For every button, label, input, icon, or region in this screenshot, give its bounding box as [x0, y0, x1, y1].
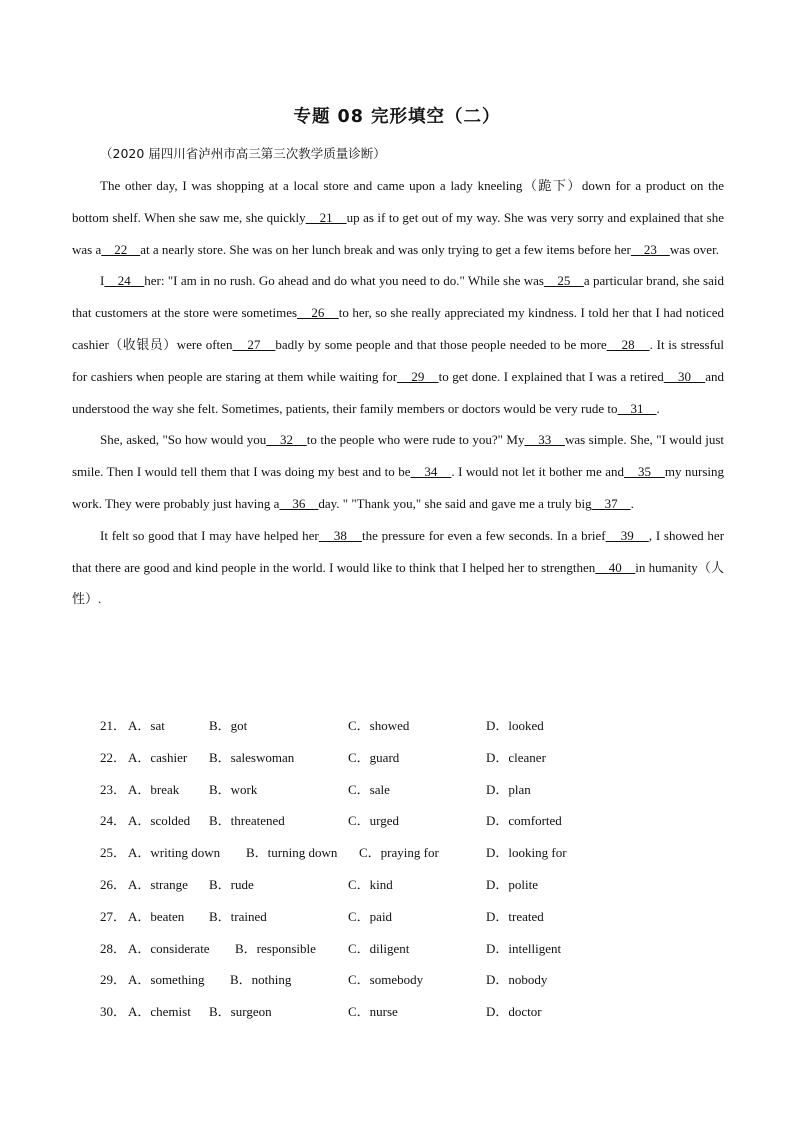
option-a: A．break [128, 781, 180, 797]
blank-35: 35 [624, 464, 665, 480]
option-b: B．saleswoman [209, 749, 295, 765]
blank-40-lead [595, 560, 608, 575]
blank-27: 27 [232, 336, 276, 352]
page-title: 专题 08 完形填空（二） [293, 107, 501, 127]
option-b: B．nothing [230, 972, 292, 988]
blank-23: 23 [630, 241, 670, 257]
option-a: A．beaten [128, 908, 185, 924]
question-row [100, 837, 720, 869]
option-b: B．trained [209, 908, 267, 924]
passage-text: to the people who were rude to you?" My [306, 432, 525, 448]
passage-text: The other day, I was shopping at a local store and came upon a lady kneeling（跪下）down for a product on the bottom shelf. When she saw me, she quickly [72, 178, 724, 225]
blank-32: 32 [266, 432, 307, 448]
passage-text: to get done. I explained that I was a retired [438, 368, 664, 384]
passage-text: my nursing work. They were probably just having a [72, 464, 725, 511]
option-d: D．looked [486, 718, 544, 733]
source-note: （2020 届四川省泸州市高三第三次教学质量诊断） [100, 146, 386, 161]
option-c: C．kind [348, 876, 393, 892]
option-c: C．urged [348, 813, 400, 829]
option-c: C．guard [348, 749, 400, 765]
option-d: D．polite [486, 876, 538, 892]
option-b: B．surgeon [209, 1004, 272, 1020]
question-number: 28． [100, 940, 127, 956]
option-a: A．something [128, 972, 205, 988]
blank-29: 29 [397, 368, 439, 384]
passage-text: . It is stressful for cashiers when people are staring at them while waiting for [72, 336, 725, 384]
option-b: B．work [209, 781, 258, 797]
option-d: D．looking for [486, 845, 567, 861]
option-c: C．praying for [359, 845, 439, 861]
blank-38: 38 [318, 527, 362, 543]
question-number: 23． [100, 781, 127, 797]
passage-text: . I would not let it bother me and [451, 464, 625, 480]
blank-22: 22 [101, 241, 141, 257]
passage [72, 170, 724, 615]
passage-text: the pressure for even a few seconds. In a brief [361, 527, 606, 543]
option-c: C．showed [348, 718, 410, 733]
question-number: 22． [100, 749, 127, 765]
blank-28: 28 [606, 336, 650, 352]
option-a: A．sat [128, 718, 165, 733]
passage-text: day. " "Thank you," she said and gave me a truly big [318, 495, 592, 511]
paragraph-1 [72, 170, 724, 265]
question-row [100, 964, 720, 996]
passage-text: at a nearly store. She was on her lunch break and was only trying to get a few items before her [140, 241, 631, 257]
blank-33: 33 [524, 432, 565, 448]
option-b: B．responsible [235, 940, 316, 956]
blank-34: 34 [410, 464, 452, 480]
question-row [100, 774, 720, 806]
blank-39: 39 [605, 527, 649, 543]
option-d: D．doctor [486, 1004, 542, 1020]
passage-text: a particular brand, she said that customers at the store were sometimes [72, 273, 724, 321]
passage-text: , I showed her that there are good and kind people in the world. I would like to think that I helped her to strengthen [72, 527, 725, 575]
option-a: A．considerate [128, 940, 210, 956]
option-b: B．threatened [209, 813, 285, 829]
option-c: C．somebody [348, 972, 424, 988]
passage-text: in humanity（人性）. [72, 559, 725, 607]
question-row [100, 933, 720, 965]
blank-40: 40 [608, 559, 636, 575]
question-number: 24． [100, 813, 127, 829]
blank-30: 30 [663, 368, 706, 384]
passage-text: She, asked, "So how would you [100, 432, 267, 448]
question-row [100, 996, 720, 1028]
paragraph-2 [72, 265, 724, 424]
option-a: A．chemist [128, 1004, 191, 1020]
blank-21: 21 [305, 209, 347, 225]
question-number: 27． [100, 908, 127, 924]
question-row [100, 742, 720, 774]
passage-text: . [630, 495, 634, 511]
answer-options [100, 710, 720, 1028]
option-c: C．paid [348, 908, 393, 924]
option-a: A．writing down [128, 845, 221, 861]
blank-25: 25 [543, 273, 584, 289]
option-d: D．plan [486, 781, 531, 797]
passage-text: It felt so good that I may have helped her [100, 527, 319, 543]
blank-37: 37 [591, 495, 631, 511]
option-c: C．diligent [348, 940, 410, 956]
passage-text: up as if to get out of my way. She was very sorry and explained that she was a [72, 209, 725, 257]
question-row [100, 901, 720, 933]
option-a: A．strange [128, 876, 188, 892]
paragraph-3 [72, 424, 724, 519]
passage-text: was over. [669, 241, 719, 257]
passage-text: her: "I am in no rush. Go ahead and do what you need to do." While she was [144, 273, 544, 289]
passage-text: badly by some people and that those people needed to be more [275, 336, 607, 352]
option-d: D．comforted [486, 813, 562, 829]
question-row [100, 869, 720, 901]
blank-36: 36 [279, 495, 319, 511]
option-a: A．cashier [128, 749, 188, 765]
option-d: D．treated [486, 908, 544, 924]
option-b: B．rude [209, 876, 254, 892]
blank-31: 31 [617, 400, 657, 416]
passage-text: . [656, 400, 660, 416]
question-number: 30． [100, 1004, 127, 1020]
option-d: D．nobody [486, 972, 548, 988]
option-c: C．sale [348, 781, 390, 797]
passage-text: and understood the way she felt. Sometimes, patients, their family members or doctors would be very rude to [72, 368, 725, 416]
option-a: A．scolded [128, 813, 191, 829]
question-number: 29． [100, 972, 127, 988]
question-row [100, 710, 720, 742]
question-number: 26． [100, 876, 127, 892]
question-row [100, 805, 720, 837]
option-c: C．nurse [348, 1004, 398, 1020]
passage-text: I [100, 273, 105, 289]
blank-26: 26 [297, 305, 339, 321]
paragraph-4 [72, 520, 724, 615]
option-b: B．got [209, 718, 248, 733]
question-number: 25． [100, 845, 127, 861]
option-d: D．intelligent [486, 940, 562, 956]
question-number: 21． [100, 718, 127, 733]
option-d: D．cleaner [486, 749, 546, 765]
passage-text: to her, so she really appreciated my kindness. I told her that I had noticed cashier（收银员）were often [72, 305, 724, 352]
blank-24: 24 [104, 273, 145, 289]
option-b: B．turning down [246, 845, 338, 861]
passage-text: was simple. She, "I would just smile. Then I would tell them that I was doing my best and to be [72, 432, 725, 480]
